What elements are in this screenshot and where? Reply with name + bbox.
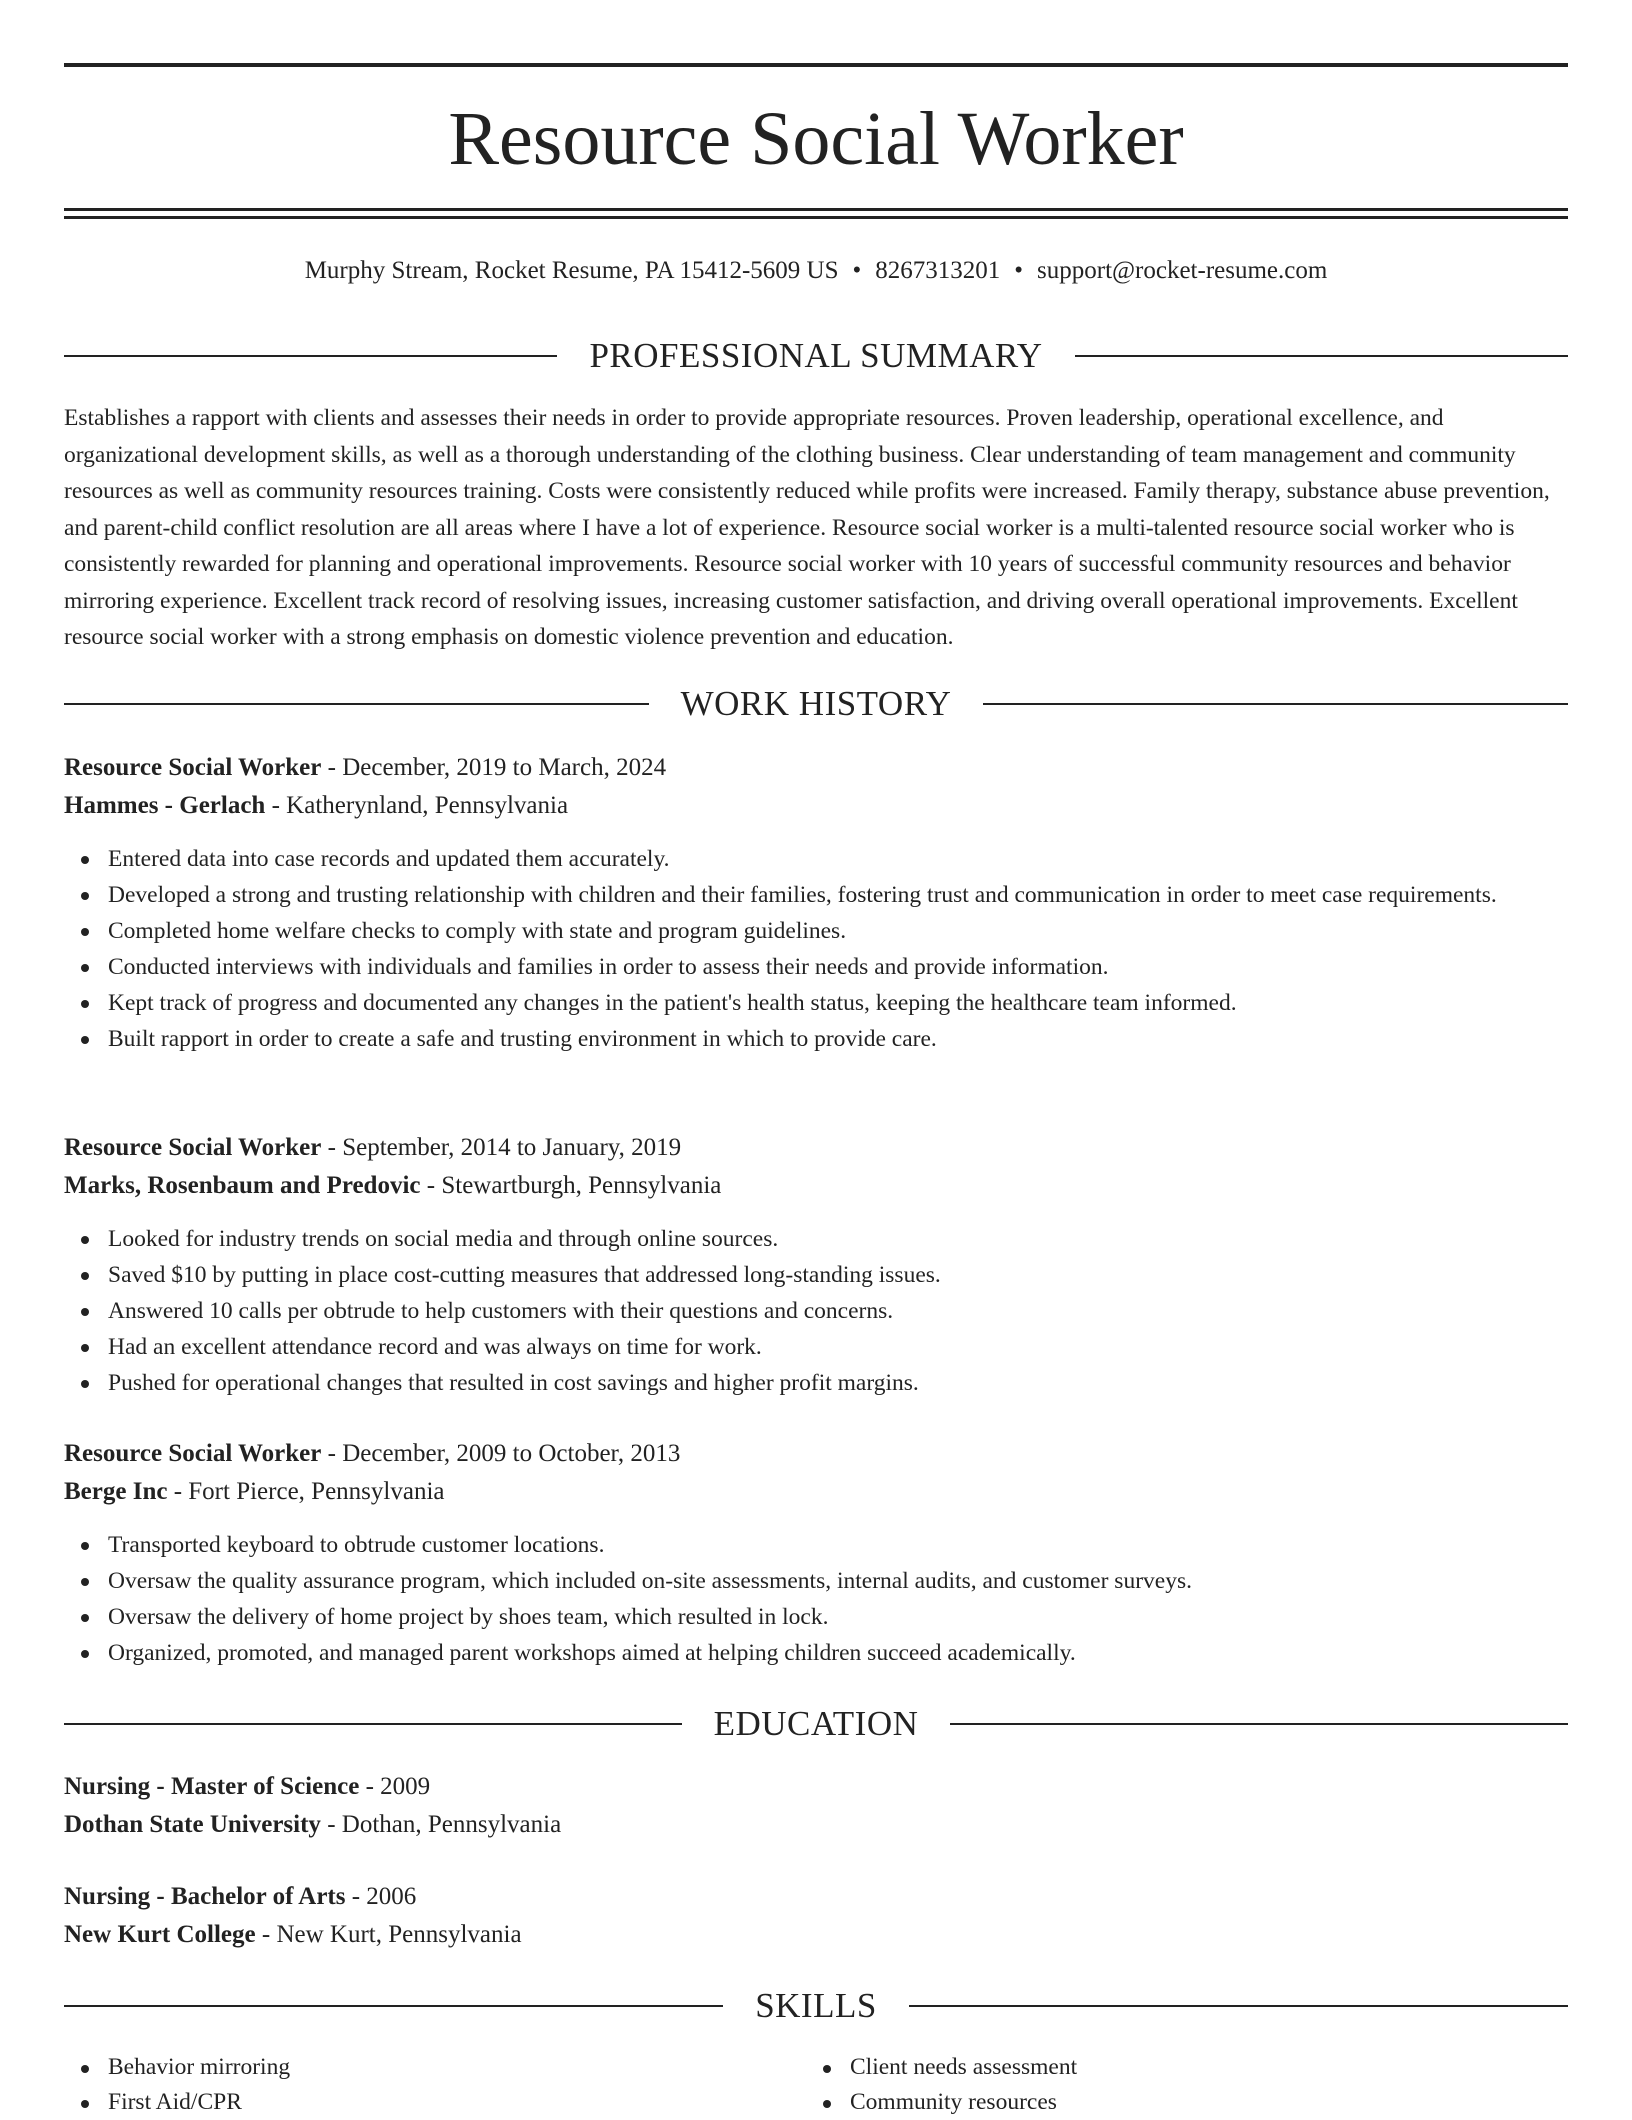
- summary-text: Establishes a rapport with clients and assesses their needs in order to provide appropriate resources. Proven leadership, operational excellence, and organizational development skills, as well as a thorough understanding of the clothing business. Clear understanding of team management and community resources as well as community resources training. Costs were consistently reduced while profits were increased. Family therapy, substance abuse prevention, and parent-child conflict resolution are all areas where I have a lot of experience. Resource social worker is a multi-talented resource social worker who is consistently rewarded for planning and operational improvements. Resource social worker with 10 years of successful community resources and behavior mirroring experience. Excellent track record of resolving issues, increasing customer satisfaction, and driving overall operational improvements. Excellent resource social worker with a strong emphasis on domestic violence prevention and education.: [64, 405, 1550, 650]
- skills-list-right: [806, 2050, 1506, 2120]
- list-item: Oversaw the quality assurance program, which included on-site assessments, internal audits, and customer surveys.: [64, 1563, 1568, 1599]
- list-item: Saved $10 by putting in place cost-cutting measures that addressed long-standing issues.: [64, 1257, 1568, 1293]
- section-rule: [64, 703, 649, 705]
- contact-separator: •: [1014, 257, 1024, 284]
- education-location: - Dothan, Pennsylvania: [320, 1811, 562, 1838]
- job-dates: - December, 2019 to March, 2024: [321, 754, 667, 781]
- skill-item: Client needs assessment: [806, 2050, 1506, 2085]
- job-company-line: [64, 1171, 1568, 1201]
- section-header-work: [64, 684, 1568, 724]
- contact-address: Murphy Stream, Rocket Resume, PA 15412-5609 US: [304, 257, 839, 284]
- education-degree-line: [64, 1882, 1568, 1912]
- job-bullets: [64, 1221, 1568, 1401]
- education-school: Dothan State University: [64, 1811, 321, 1838]
- section-title: WORK HISTORY: [680, 684, 952, 723]
- double-rule-upper: [64, 208, 1568, 211]
- section-header-summary: [64, 336, 1568, 376]
- skills-list-left: [64, 2050, 764, 2120]
- education-degree-line: [64, 1772, 1568, 1802]
- list-item: Had an excellent attendance record and was always on time for work.: [64, 1329, 1568, 1365]
- list-item: Pushed for operational changes that resulted in cost savings and higher profit margins.: [64, 1365, 1568, 1401]
- section-header-education: [64, 1704, 1568, 1744]
- job-bullets: [64, 841, 1568, 1057]
- list-item: Conducted interviews with individuals and families in order to assess their needs and provide information.: [64, 949, 1568, 985]
- education-degree: Nursing - Bachelor of Arts: [64, 1883, 346, 1910]
- job-company-line: [64, 1477, 1568, 1507]
- contact-line: [64, 256, 1568, 286]
- section-title: SKILLS: [755, 1986, 877, 2025]
- job-location: - Fort Pierce, Pennsylvania: [167, 1478, 445, 1505]
- contact-separator: •: [852, 257, 862, 284]
- section-header-skills: [64, 1986, 1568, 2026]
- job-company: Marks, Rosenbaum and Predovic: [64, 1172, 421, 1199]
- job-title-line: [64, 1439, 1568, 1469]
- list-item: Transported keyboard to obtrude customer locations.: [64, 1527, 1568, 1563]
- skill-item: Behavior mirroring: [64, 2050, 764, 2085]
- job-title: Resource Social Worker: [64, 1134, 322, 1161]
- job-title: Resource Social Worker: [64, 1440, 322, 1467]
- list-item: Entered data into case records and updated them accurately.: [64, 841, 1568, 877]
- section-rule: [983, 703, 1568, 705]
- list-item: Completed home welfare checks to comply with state and program guidelines.: [64, 913, 1568, 949]
- contact-email: support@rocket-resume.com: [1037, 257, 1328, 284]
- skill-item: Community resources: [806, 2085, 1506, 2120]
- job-title-line: [64, 1133, 1568, 1163]
- list-item: Built rapport in order to create a safe and trusting environment in which to provide care.: [64, 1021, 1568, 1057]
- job-title-line: [64, 753, 1568, 783]
- section-rule: [950, 1723, 1568, 1725]
- job-title: Resource Social Worker: [64, 754, 322, 781]
- list-item: Looked for industry trends on social media and through online sources.: [64, 1221, 1568, 1257]
- list-item: Oversaw the delivery of home project by shoes team, which resulted in lock.: [64, 1599, 1568, 1635]
- education-school-line: [64, 1920, 1568, 1950]
- education-school-line: [64, 1810, 1568, 1840]
- section-rule: [1075, 355, 1568, 357]
- section-rule: [64, 1723, 682, 1725]
- job-company: Hammes - Gerlach: [64, 792, 266, 819]
- section-title: PROFESSIONAL SUMMARY: [589, 336, 1043, 375]
- education-school: New Kurt College: [64, 1921, 256, 1948]
- job-bullets: [64, 1527, 1568, 1671]
- job-company-line: [64, 791, 1568, 821]
- job-dates: - September, 2014 to January, 2019: [321, 1134, 682, 1161]
- education-year: - 2006: [345, 1883, 417, 1910]
- list-item: Developed a strong and trusting relationship with children and their families, fostering trust and communication in order to meet case requirements.: [64, 877, 1568, 913]
- list-item: Answered 10 calls per obtrude to help customers with their questions and concerns.: [64, 1293, 1568, 1329]
- top-rule: [64, 63, 1568, 67]
- education-location: - New Kurt, Pennsylvania: [255, 1921, 522, 1948]
- double-rule-lower: [64, 216, 1568, 219]
- education-year: - 2009: [359, 1773, 431, 1800]
- contact-phone: 8267313201: [875, 257, 1001, 284]
- job-location: - Stewartburgh, Pennsylvania: [420, 1172, 722, 1199]
- section-rule: [909, 2005, 1568, 2007]
- job-company: Berge Inc: [64, 1478, 168, 1505]
- section-title: EDUCATION: [713, 1704, 919, 1743]
- education-degree: Nursing - Master of Science: [64, 1773, 360, 1800]
- list-item: Organized, promoted, and managed parent workshops aimed at helping children succeed academically.: [64, 1635, 1568, 1671]
- skill-item: First Aid/CPR: [64, 2085, 764, 2120]
- job-location: - Katherynland, Pennsylvania: [265, 792, 569, 819]
- section-rule: [64, 355, 557, 357]
- candidate-name: Resource Social Worker: [448, 97, 1184, 181]
- list-item: Kept track of progress and documented any changes in the patient's health status, keeping the healthcare team informed.: [64, 985, 1568, 1021]
- job-dates: - December, 2009 to October, 2013: [321, 1440, 681, 1467]
- section-rule: [64, 2005, 723, 2007]
